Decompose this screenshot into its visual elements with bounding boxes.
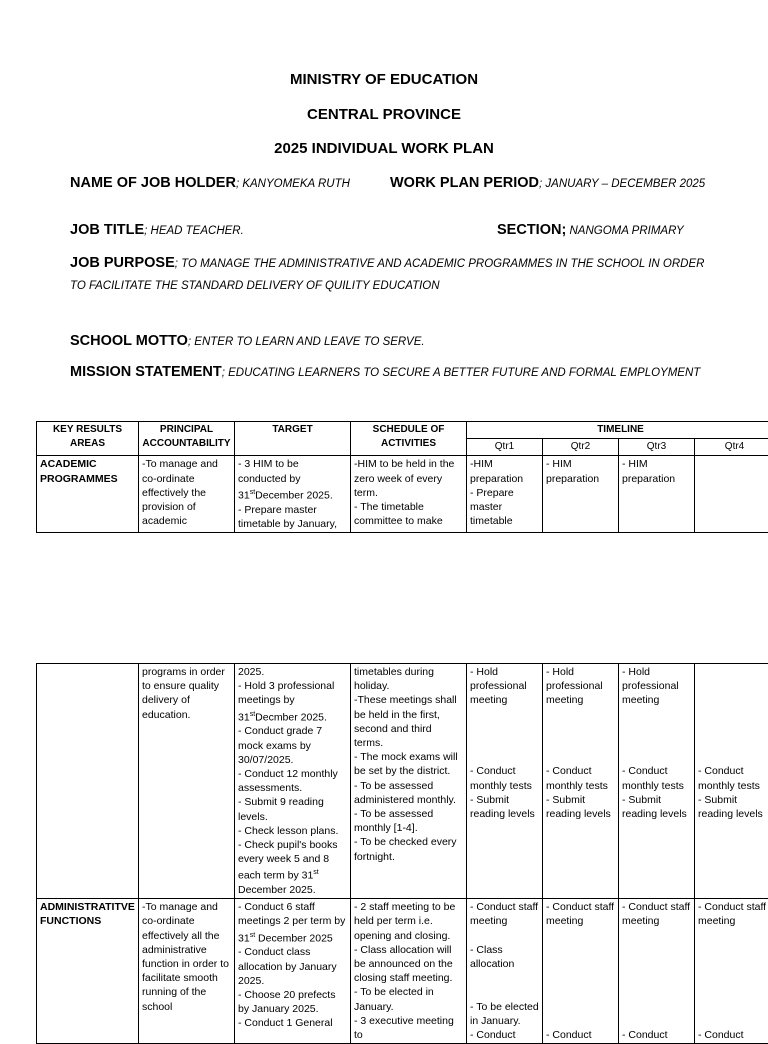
mission-statement-field bbox=[70, 363, 700, 380]
work-plan-table-page-2 bbox=[36, 663, 768, 1044]
schedule-cell: -HIM to be held in the zero week of every term. - The timetable committee to make bbox=[351, 456, 467, 533]
work-plan-period-field bbox=[390, 174, 705, 191]
work-plan-table-page-1 bbox=[36, 421, 768, 533]
qtr4-cell bbox=[695, 456, 768, 533]
job-title-label: JOB TITLE bbox=[70, 222, 144, 238]
header-schedule-of-activities: SCHEDULE OF ACTIVITIES bbox=[351, 422, 467, 456]
job-holder-value: ; KANYOMEKA RUTH bbox=[236, 178, 350, 190]
header-timeline: TIMELINE bbox=[467, 422, 768, 439]
mission-statement-value: ; EDUCATING LEARNERS TO SECURE A BETTER FUTURE AND FORMAL EMPLOYMENT bbox=[222, 367, 701, 379]
kra-cell: ADMINISTRATITVE FUNCTIONS bbox=[37, 899, 139, 1044]
header-qtr4: Qtr4 bbox=[695, 439, 768, 456]
plan-title: 2025 INDIVIDUAL WORK PLAN bbox=[0, 140, 768, 157]
qtr4-cell: - Conduct staff meeting - Conduct bbox=[695, 899, 768, 1044]
header-target: TARGET bbox=[235, 422, 351, 456]
section-field bbox=[497, 221, 684, 238]
qtr2-cell: - Conduct staff meeting - Conduct bbox=[543, 899, 619, 1044]
header-qtr2: Qtr2 bbox=[543, 439, 619, 456]
school-motto-field bbox=[70, 332, 425, 349]
section-label: SECTION; bbox=[497, 222, 566, 238]
mission-statement-label: MISSION STATEMENT bbox=[70, 364, 222, 380]
table-row bbox=[37, 664, 768, 899]
job-purpose-field bbox=[70, 252, 720, 296]
header-key-results-areas: KEY RESULTS AREAS bbox=[37, 422, 139, 456]
job-purpose-value: ; TO MANAGE THE ADMINISTRATIVE AND ACADEMIC PROGRAMMES IN THE SCHOOL IN ORDER TO FACILITATE THE STANDARD DELIVERY OF QUILITY EDUCATION bbox=[70, 258, 704, 292]
principal-cell: -To manage and co-ordinate effectively all the administrative function in order to facilitate smooth running of the school bbox=[139, 899, 235, 1044]
target-cell: - 3 HIM to be conducted by 31stDecember 2025. - Prepare master timetable by January, bbox=[235, 456, 351, 533]
schedule-cell: - 2 staff meeting to be held per term i.e. opening and closing. - Class allocation will be announced on the closing staff meeting. - To be elected in January. - 3 executive meeting to bbox=[351, 899, 467, 1044]
ministry-title: MINISTRY OF EDUCATION bbox=[0, 71, 768, 88]
section-value: NANGOMA PRIMARY bbox=[566, 225, 683, 237]
qtr3-cell: - Conduct staff meeting - Conduct bbox=[619, 899, 695, 1044]
work-plan-period-label: WORK PLAN PERIOD bbox=[390, 175, 539, 191]
job-title-value: ; HEAD TEACHER. bbox=[144, 225, 244, 237]
header-qtr1: Qtr1 bbox=[467, 439, 543, 456]
principal-cell: -To manage and co-ordinate effectively the provision of academic bbox=[139, 456, 235, 533]
job-title-field bbox=[70, 221, 244, 238]
job-purpose-label: JOB PURPOSE bbox=[70, 255, 175, 271]
school-motto-label: SCHOOL MOTTO bbox=[70, 333, 188, 349]
header-principal-accountability: PRINCIPAL ACCOUNTABILITY bbox=[139, 422, 235, 456]
job-holder-label: NAME OF JOB HOLDER bbox=[70, 175, 236, 191]
schedule-cell: timetables during holiday. -These meetings shall be held in the first, second and third terms. - The mock exams will be set by the district. - To be assessed administered monthly. - To be assessed monthly [1-4]. - To be checked every fortnight. bbox=[351, 664, 467, 899]
table-row bbox=[37, 899, 768, 1044]
header-qtr3: Qtr3 bbox=[619, 439, 695, 456]
province-title: CENTRAL PROVINCE bbox=[0, 106, 768, 123]
qtr2-cell: - HIM preparation bbox=[543, 456, 619, 533]
target-cell: 2025. - Hold 3 professional meetings by 31stDecmber 2025. - Conduct grade 7 mock exams by 30/07/2025. - Conduct 12 monthly assessments. - Submit 9 reading levels. - Check lesson plans. - Check pupil's books every week 5 and 8 each term by 31st December 2025. bbox=[235, 664, 351, 899]
qtr2-cell: - Hold professional meeting - Conduct monthly tests - Submit reading levels bbox=[543, 664, 619, 899]
qtr4-cell: - Conduct monthly tests - Submit reading levels bbox=[695, 664, 768, 899]
qtr1-cell: - Hold professional meeting - Conduct monthly tests - Submit reading levels bbox=[467, 664, 543, 899]
qtr1-cell: - Conduct staff meeting - Class allocation - To be elected in January. - Conduct bbox=[467, 899, 543, 1044]
qtr1-cell: -HIM preparation - Prepare master timetable bbox=[467, 456, 543, 533]
target-cell: - Conduct 6 staff meetings 2 per term by 31st December 2025 - Conduct class allocation by January 2025. - Choose 20 prefects by January 2025. - Conduct 1 General bbox=[235, 899, 351, 1044]
qtr3-cell: - Hold professional meeting - Conduct monthly tests - Submit reading levels bbox=[619, 664, 695, 899]
table-row bbox=[37, 456, 768, 533]
kra-cell: ACADEMIC PROGRAMMES bbox=[37, 456, 139, 533]
job-holder-field bbox=[70, 174, 350, 191]
principal-cell: programs in order to ensure quality delivery of education. bbox=[139, 664, 235, 899]
kra-cell bbox=[37, 664, 139, 899]
school-motto-value: ; ENTER TO LEARN AND LEAVE TO SERVE. bbox=[188, 336, 425, 348]
qtr3-cell: - HIM preparation bbox=[619, 456, 695, 533]
work-plan-period-value: ; JANUARY – DECEMBER 2025 bbox=[539, 178, 705, 190]
